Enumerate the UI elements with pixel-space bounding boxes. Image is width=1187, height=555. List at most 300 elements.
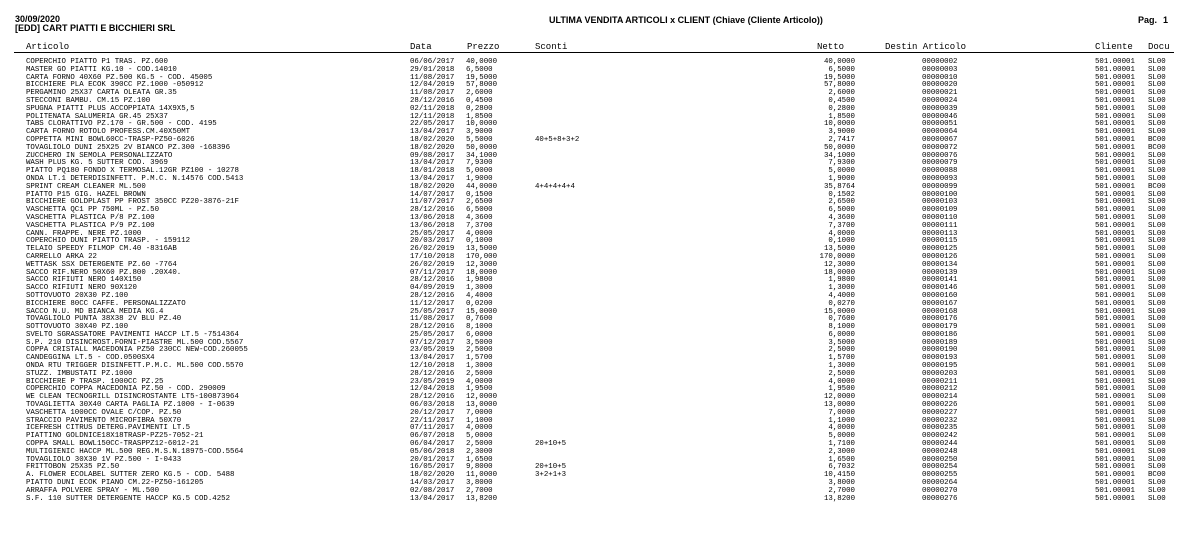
cell-docu: SL00 — [1148, 377, 1166, 386]
cell-destin-articolo: 00000103 — [922, 198, 958, 207]
cell-netto: 2,5000 — [828, 369, 855, 378]
cell-netto: 34,1000 — [823, 151, 855, 160]
cell-data: 06/06/2017 — [410, 58, 455, 66]
cell-prezzo: 7,9300 — [466, 159, 493, 168]
cell-docu: SL00 — [1148, 338, 1166, 347]
cell-prezzo: 5,5000 — [466, 135, 493, 144]
cell-docu: SL00 — [1148, 245, 1166, 254]
cell-netto: 1,9000 — [828, 174, 855, 183]
cell-destin-articolo: 00000046 — [922, 112, 958, 121]
cell-prezzo: 13,0000 — [466, 401, 498, 410]
cell-articolo: SACCO N.U. MD BIANCA MEDIA KG.4 — [26, 307, 164, 316]
cell-sconti: 20+10+5 — [535, 440, 567, 449]
cell-destin-articolo: 00000203 — [922, 369, 958, 378]
cell-articolo: CANDEGGINA LT.5 - COD.0500SX4 — [26, 354, 155, 363]
cell-data: 18/02/2020 — [410, 182, 455, 191]
cell-netto: 0,7600 — [828, 315, 855, 324]
cell-docu: BC00 — [1148, 471, 1166, 480]
cell-data: 12/10/2018 — [410, 362, 455, 371]
cell-data: 13/04/2017 — [410, 128, 455, 137]
cell-articolo: WASH PLUS KG. 5 SUTTER COD. 3969 — [26, 159, 168, 168]
cell-destin-articolo: 00000193 — [922, 354, 958, 363]
cell-data: 14/03/2017 — [410, 479, 455, 488]
cell-docu: SL00 — [1148, 354, 1166, 363]
cell-netto: 170,0000 — [819, 252, 855, 261]
cell-articolo: A. FLOWER ECOLABEL SUTTER ZERO KG.5 - COD. 5488 — [26, 471, 235, 480]
cell-cliente: 501.00001 — [1095, 338, 1135, 347]
cell-data: 18/01/2018 — [410, 167, 455, 176]
cell-netto: 10,4150 — [823, 471, 855, 480]
cell-articolo: S.P. 210 DISINCROST.FORNI-PIASTRE ML.500 COD.5567 — [26, 338, 244, 347]
cell-prezzo: 3,9000 — [466, 128, 493, 137]
cell-cliente: 501.00001 — [1095, 174, 1135, 183]
cell-data: 18/02/2020 — [410, 143, 455, 152]
cell-articolo: STUZZ. IMBUSTATI PZ.1000 — [26, 369, 133, 378]
cell-cliente: 501.00001 — [1095, 276, 1135, 285]
cell-articolo: CARTA FORNO ROTOLO PROFESS.CM.40X50MT — [26, 128, 191, 137]
cell-articolo: ICEFRESH CITRUS DETERG.PAVIMENTI LT.5 — [26, 424, 191, 433]
cell-netto: 19,5000 — [823, 73, 855, 82]
cell-netto: 1,6500 — [828, 455, 855, 464]
cell-data: 23/05/2019 — [410, 377, 455, 386]
cell-articolo: BICCHIERE 80CC CAFFE. PERSONALIZZATO — [26, 299, 186, 308]
table-row — [0, 363, 1187, 371]
cell-destin-articolo: 00000242 — [922, 432, 958, 441]
cell-destin-articolo: 00000064 — [922, 128, 958, 137]
cell-prezzo: 3,5000 — [466, 338, 493, 347]
cell-destin-articolo: 00000088 — [922, 167, 958, 176]
cell-articolo: WETTASK SSX DETERGENTE PZ.60 -7764 — [26, 260, 177, 269]
cell-destin-articolo: 00000067 — [922, 135, 958, 144]
table-row — [0, 301, 1187, 309]
cell-docu: SL00 — [1148, 268, 1166, 277]
cell-cliente: 501.00001 — [1095, 120, 1135, 129]
cell-prezzo: 8,1000 — [466, 323, 493, 332]
cell-cliente: 501.00001 — [1095, 182, 1135, 191]
cell-prezzo: 12,0000 — [466, 393, 498, 402]
cell-netto: 2,7000 — [828, 486, 855, 495]
cell-destin-articolo: 00000010 — [922, 73, 958, 82]
cell-docu: SL00 — [1148, 299, 1166, 308]
cell-cliente: 501.00001 — [1095, 245, 1135, 254]
cell-destin-articolo: 00000168 — [922, 307, 958, 316]
column-header-data: Data — [410, 42, 432, 52]
cell-docu: SL00 — [1148, 330, 1166, 339]
cell-cliente: 501.00001 — [1095, 143, 1135, 152]
cell-articolo: PIATTINO GOLDNICE18X18TRASP-PZ25-7052-21 — [26, 432, 204, 441]
table-row — [0, 223, 1187, 231]
cell-prezzo: 9,8000 — [466, 463, 493, 472]
report-title: ULTIMA VENDITA ARTICOLI x CLIENT (Chiave (Cliente Articolo)) — [549, 15, 823, 25]
cell-articolo: CARTA FORNO 40X60 PZ.500 KG.5 - COD. 45005 — [26, 73, 213, 82]
cell-docu: SL00 — [1148, 393, 1166, 402]
cell-prezzo: 3,8000 — [466, 479, 493, 488]
cell-prezzo: 13,8200 — [466, 494, 498, 503]
cell-prezzo: 7,3700 — [466, 221, 493, 230]
table-row — [0, 457, 1187, 465]
cell-prezzo: 1,1000 — [466, 416, 493, 425]
cell-prezzo: 0,0200 — [466, 299, 493, 308]
cell-articolo: FRITTOBON 25X35 PZ.50 — [26, 463, 120, 472]
cell-cliente: 501.00001 — [1095, 385, 1135, 394]
cell-netto: 3,5000 — [828, 338, 855, 347]
cell-articolo: BICCHIERE GOLDPLAST PP FROST 350CC PZ20-3876-21F — [26, 198, 239, 207]
cell-cliente: 501.00001 — [1095, 135, 1135, 144]
cell-netto: 0,0270 — [828, 299, 855, 308]
cell-docu: SL00 — [1148, 307, 1166, 316]
cell-prezzo: 2,7000 — [466, 486, 493, 495]
cell-prezzo: 2,5000 — [466, 440, 493, 449]
cell-articolo: COPPA SMALL BOWL150CC-TRASPPZ12-6012-21 — [26, 440, 199, 449]
cell-cliente: 501.00001 — [1095, 221, 1135, 230]
cell-articolo: COPERCHIO COPPA MACEDONIA PZ.50 - COD. 290009 — [26, 385, 226, 394]
cell-prezzo: 6,0000 — [466, 330, 493, 339]
cell-prezzo: 2,5000 — [466, 369, 493, 378]
cell-docu: SL00 — [1148, 346, 1166, 355]
cell-netto: 1,5700 — [828, 354, 855, 363]
report-date: 30/09/2020 — [15, 14, 61, 24]
cell-data: 22/11/2017 — [410, 416, 455, 425]
cell-docu: SL00 — [1148, 229, 1166, 238]
cell-data: 25/05/2017 — [410, 229, 455, 238]
cell-data: 20/12/2017 — [410, 408, 455, 417]
cell-articolo: VASCHETTA 1000CC OVALE C/COP. PZ.50 — [26, 408, 182, 417]
cell-prezzo: 7,0000 — [466, 408, 493, 417]
cell-prezzo: 4,3600 — [466, 213, 493, 222]
cell-netto: 4,0000 — [828, 424, 855, 433]
cell-destin-articolo: 00000190 — [922, 346, 958, 355]
cell-articolo: SPUGNA PIATTI PLUS ACCOPPIATA 14X9X5,5 — [26, 104, 195, 113]
cell-articolo: COPPA CRISTALL MACEDONIA PZ50 230CC NEW-COD.260055 — [26, 346, 248, 355]
cell-docu: SL00 — [1148, 167, 1166, 176]
cell-cliente: 501.00001 — [1095, 323, 1135, 332]
cell-data: 18/02/2020 — [410, 135, 455, 144]
cell-prezzo: 170,000 — [466, 252, 498, 261]
cell-docu: SL00 — [1148, 447, 1166, 456]
cell-data: 23/05/2019 — [410, 346, 455, 355]
cell-data: 13/04/2017 — [410, 354, 455, 363]
cell-prezzo: 57,8000 — [466, 81, 498, 90]
cell-netto: 2,6000 — [828, 89, 855, 98]
cell-netto: 1,3000 — [828, 362, 855, 371]
cell-articolo: VASCHETTA PLASTICA P/9 PZ.100 — [26, 221, 155, 230]
column-header-articolo: Articolo — [26, 42, 70, 52]
cell-netto: 1,7100 — [828, 440, 855, 449]
cell-articolo: ONDA LT.1 DETERDISINFETT. P.M.C. N.14576 COD.5413 — [26, 174, 244, 183]
cell-netto: 12,0000 — [823, 393, 855, 402]
cell-data: 11/08/2017 — [410, 315, 455, 324]
cell-cliente: 501.00001 — [1095, 362, 1135, 371]
cell-netto: 18,0000 — [823, 268, 855, 277]
cell-cliente: 501.00001 — [1095, 463, 1135, 472]
cell-docu: SL00 — [1148, 284, 1166, 293]
cell-destin-articolo: 00000072 — [922, 143, 958, 152]
cell-destin-articolo: 00000254 — [922, 463, 958, 472]
cell-data: 07/12/2017 — [410, 338, 455, 347]
cell-data: 28/12/2016 — [410, 206, 455, 215]
cell-prezzo: 4,0000 — [466, 229, 493, 238]
cell-docu: SL00 — [1148, 221, 1166, 230]
cell-data: 13/04/2017 — [410, 494, 455, 503]
cell-docu: SL00 — [1148, 65, 1166, 74]
cell-cliente: 501.00001 — [1095, 401, 1135, 410]
cell-cliente: 501.00001 — [1095, 486, 1135, 495]
cell-cliente: 501.00001 — [1095, 206, 1135, 215]
cell-prezzo: 0,4500 — [466, 96, 493, 105]
cell-destin-articolo: 00000021 — [922, 89, 958, 98]
table-row — [0, 347, 1187, 355]
cell-cliente: 501.00001 — [1095, 346, 1135, 355]
column-header-sconti: Sconti — [535, 42, 568, 52]
cell-prezzo: 1,9500 — [466, 385, 493, 394]
cell-prezzo: 4,0000 — [466, 377, 493, 386]
header-divider — [14, 52, 1174, 53]
cell-netto: 4,3600 — [828, 213, 855, 222]
cell-cliente: 501.00001 — [1095, 377, 1135, 386]
cell-articolo: TOVAGLIOLO DUNI 25X25 2V BIANCO PZ.300 -168396 — [26, 143, 231, 152]
cell-cliente: 501.00001 — [1095, 159, 1135, 168]
cell-data: 28/12/2016 — [410, 276, 455, 285]
cell-docu: SL00 — [1148, 120, 1166, 129]
cell-cliente: 501.00001 — [1095, 65, 1135, 74]
cell-prezzo: 6,5000 — [466, 206, 493, 215]
cell-docu: SL00 — [1148, 323, 1166, 332]
report-table-body — [0, 59, 1187, 503]
table-row — [0, 246, 1187, 254]
cell-netto: 4,0000 — [828, 229, 855, 238]
cell-articolo: ARRAFFA POLVERE SPRAY - ML.500 — [26, 486, 160, 495]
cell-cliente: 501.00001 — [1095, 104, 1135, 113]
cell-netto: 7,9300 — [828, 159, 855, 168]
cell-data: 20/01/2017 — [410, 455, 455, 464]
cell-prezzo: 2,6500 — [466, 198, 493, 207]
cell-cliente: 501.00001 — [1095, 432, 1135, 441]
cell-articolo: SOTTOVUOTO 30X40 PZ.100 — [26, 323, 129, 332]
table-row — [0, 238, 1187, 246]
table-row — [0, 207, 1187, 215]
cell-destin-articolo: 00000214 — [922, 393, 958, 402]
cell-docu: SL00 — [1148, 494, 1166, 503]
cell-netto: 4,4000 — [828, 291, 855, 300]
cell-articolo: COPPETTA MINI BOWL60CC-TRASP-PZ50-6026 — [26, 135, 195, 144]
cell-destin-articolo: 00000111 — [922, 221, 958, 230]
cell-docu: SL00 — [1148, 81, 1166, 90]
cell-destin-articolo: 00000189 — [922, 338, 958, 347]
cell-prezzo: 40,0000 — [466, 58, 498, 66]
cell-netto: 1,9500 — [828, 385, 855, 394]
cell-docu: BC00 — [1148, 182, 1166, 191]
cell-sconti: 3+2+1+3 — [535, 471, 567, 480]
cell-prezzo: 5,0000 — [466, 432, 493, 441]
cell-netto: 12,3000 — [823, 260, 855, 269]
cell-data: 26/02/2019 — [410, 260, 455, 269]
cell-articolo: MULTIGIENIC HACCP ML.500 REG.M.S.N.18975-COD.5564 — [26, 447, 244, 456]
cell-articolo: SOTTOVUOTO 20X30 PZ.100 — [26, 291, 129, 300]
cell-cliente: 501.00001 — [1095, 307, 1135, 316]
cell-docu: SL00 — [1148, 424, 1166, 433]
cell-netto: 3,9000 — [828, 128, 855, 137]
cell-prezzo: 44,0000 — [466, 182, 498, 191]
cell-articolo: BICCHIERE P TRASP. 1000CC PZ.25 — [26, 377, 164, 386]
column-header-prezzo: Prezzo — [467, 42, 500, 52]
cell-docu: SL00 — [1148, 198, 1166, 207]
cell-destin-articolo: 00000244 — [922, 440, 958, 449]
cell-articolo: TOVAGLIOLO 30X30 1V PZ.500 - I-0433 — [26, 455, 182, 464]
table-row — [0, 254, 1187, 262]
cell-articolo: WE CLEAN TECNOGRILL DISINCROSTANTE LT5-100873964 — [26, 393, 239, 402]
cell-articolo: SPRINT CREAM CLEANER ML.500 — [26, 182, 146, 191]
cell-destin-articolo: 00000039 — [922, 104, 958, 113]
cell-prezzo: 2,5000 — [466, 346, 493, 355]
cell-destin-articolo: 00000110 — [922, 213, 958, 222]
cell-data: 22/05/2017 — [410, 120, 455, 129]
cell-docu: SL00 — [1148, 385, 1166, 394]
cell-articolo: ZUCCHERO IN SEMOLA PERSONALIZZATO — [26, 151, 173, 160]
cell-sconti: 4+4+4+4+4 — [535, 182, 575, 191]
cell-netto: 1,3000 — [828, 284, 855, 293]
cell-docu: SL00 — [1148, 237, 1166, 246]
cell-data: 28/12/2016 — [410, 96, 455, 105]
cell-cliente: 501.00001 — [1095, 330, 1135, 339]
cell-cliente: 501.00001 — [1095, 369, 1135, 378]
cell-docu: SL00 — [1148, 104, 1166, 113]
cell-cliente: 501.00001 — [1095, 89, 1135, 98]
cell-docu: SL00 — [1148, 463, 1166, 472]
cell-cliente: 501.00001 — [1095, 393, 1135, 402]
cell-docu: SL00 — [1148, 416, 1166, 425]
cell-destin-articolo: 00000115 — [922, 237, 958, 246]
cell-cliente: 501.00001 — [1095, 424, 1135, 433]
cell-data: 13/04/2017 — [410, 159, 455, 168]
cell-cliente: 501.00001 — [1095, 408, 1135, 417]
cell-destin-articolo: 00000141 — [922, 276, 958, 285]
cell-docu: SL00 — [1148, 260, 1166, 269]
cell-destin-articolo: 00000109 — [922, 206, 958, 215]
cell-articolo: CARRELLO ARKA 22 — [26, 252, 97, 261]
cell-cliente: 501.00001 — [1095, 213, 1135, 222]
company-name: [EDD] CART PIATTI E BICCHIERI SRL — [15, 23, 176, 33]
cell-cliente: 501.00001 — [1095, 416, 1135, 425]
cell-netto: 7,3700 — [828, 221, 855, 230]
cell-destin-articolo: 00000113 — [922, 229, 958, 238]
cell-prezzo: 18,0000 — [466, 268, 498, 277]
cell-docu: BC00 — [1148, 143, 1166, 152]
cell-destin-articolo: 00000126 — [922, 252, 958, 261]
table-row — [0, 184, 1187, 192]
cell-cliente: 501.00001 — [1095, 167, 1135, 176]
cell-docu: SL00 — [1148, 408, 1166, 417]
cell-prezzo: 1,3000 — [466, 284, 493, 293]
cell-destin-articolo: 00000248 — [922, 447, 958, 456]
cell-netto: 6,0000 — [828, 330, 855, 339]
cell-netto: 1,8500 — [828, 112, 855, 121]
cell-data: 28/12/2016 — [410, 369, 455, 378]
cell-destin-articolo: 00000226 — [922, 401, 958, 410]
cell-prezzo: 10,0000 — [466, 120, 498, 129]
cell-prezzo: 1,8500 — [466, 112, 493, 121]
cell-data: 05/06/2018 — [410, 447, 455, 456]
cell-destin-articolo: 00000212 — [922, 385, 958, 394]
cell-articolo: TELAIO SPEEDY FILMOP CM.40 -8316AB — [26, 245, 177, 254]
cell-docu: SL00 — [1148, 362, 1166, 371]
cell-destin-articolo: 00000134 — [922, 260, 958, 269]
cell-data: 20/03/2017 — [410, 237, 455, 246]
cell-data: 13/06/2018 — [410, 213, 455, 222]
cell-destin-articolo: 00000264 — [922, 479, 958, 488]
cell-prezzo: 0,7600 — [466, 315, 493, 324]
cell-data: 07/11/2017 — [410, 424, 455, 433]
cell-prezzo: 13,5000 — [466, 245, 498, 254]
cell-docu: SL00 — [1148, 96, 1166, 105]
cell-articolo: CANN. FRAPPE. NERE PZ.1000 — [26, 229, 142, 238]
cell-netto: 4,0000 — [828, 377, 855, 386]
cell-articolo: POLITENATA SALUMERIA GR.45 25X37 — [26, 112, 168, 121]
cell-cliente: 501.00001 — [1095, 81, 1135, 90]
cell-destin-articolo: 00000160 — [922, 291, 958, 300]
cell-data: 29/01/2018 — [410, 65, 455, 74]
cell-data: 11/12/2017 — [410, 299, 455, 308]
cell-cliente: 501.00001 — [1095, 112, 1135, 121]
cell-prezzo: 1,9000 — [466, 174, 493, 183]
cell-destin-articolo: 00000002 — [922, 58, 958, 66]
cell-destin-articolo: 00000176 — [922, 315, 958, 324]
cell-cliente: 501.00001 — [1095, 252, 1135, 261]
cell-cliente: 501.00001 — [1095, 479, 1135, 488]
table-row — [0, 82, 1187, 90]
cell-articolo: COPERCHIO DUNI PIATTO TRASP. - 159112 — [26, 237, 191, 246]
cell-netto: 15,0000 — [823, 307, 855, 316]
cell-data: 06/03/2018 — [410, 401, 455, 410]
cell-netto: 13,0000 — [823, 401, 855, 410]
cell-articolo: COPERCHIO PIATTO P1 TRAS. PZ.600 — [26, 58, 168, 66]
cell-sconti: 20+10+5 — [535, 463, 567, 472]
cell-netto: 3,8000 — [828, 479, 855, 488]
cell-articolo: TOVAGLIOLO PUNTA 38X38 2V BLU PZ.40 — [26, 315, 182, 324]
cell-netto: 0,2800 — [828, 104, 855, 113]
table-row — [0, 316, 1187, 324]
cell-cliente: 501.00001 — [1095, 299, 1135, 308]
cell-data: 12/11/2018 — [410, 112, 455, 121]
cell-articolo: PERGAMINO 25X37 CARTA OLEATA GR.35 — [26, 89, 177, 98]
cell-data: 28/12/2016 — [410, 323, 455, 332]
cell-docu: SL00 — [1148, 479, 1166, 488]
table-row — [0, 106, 1187, 114]
page-label: Pag. — [1138, 15, 1158, 25]
cell-netto: 0,1502 — [828, 190, 855, 199]
cell-data: 12/04/2018 — [410, 385, 455, 394]
cell-cliente: 501.00001 — [1095, 73, 1135, 82]
cell-prezzo: 4,0000 — [466, 424, 493, 433]
cell-articolo: TOVAGLIETTA 30X40 CARTA PAGLIA PZ.1000 - I-0639 — [26, 401, 235, 410]
cell-netto: 57,8000 — [823, 81, 855, 90]
cell-netto: 8,1000 — [828, 323, 855, 332]
cell-netto: 5,0000 — [828, 167, 855, 176]
cell-docu: BC00 — [1148, 135, 1166, 144]
cell-data: 25/05/2017 — [410, 330, 455, 339]
table-row — [0, 176, 1187, 184]
cell-destin-articolo: 00000051 — [922, 120, 958, 129]
cell-articolo: VASCHETTA PLASTICA P/8 PZ.100 — [26, 213, 155, 222]
table-row — [0, 215, 1187, 223]
cell-prezzo: 0,1500 — [466, 190, 493, 199]
cell-articolo: PIATTO P15 GIG. HAZEL BROWN — [26, 190, 146, 199]
cell-data: 02/08/2017 — [410, 486, 455, 495]
table-row — [0, 199, 1187, 207]
cell-docu: SL00 — [1148, 369, 1166, 378]
cell-docu: SL00 — [1148, 486, 1166, 495]
table-row — [0, 496, 1187, 504]
cell-destin-articolo: 00000146 — [922, 284, 958, 293]
